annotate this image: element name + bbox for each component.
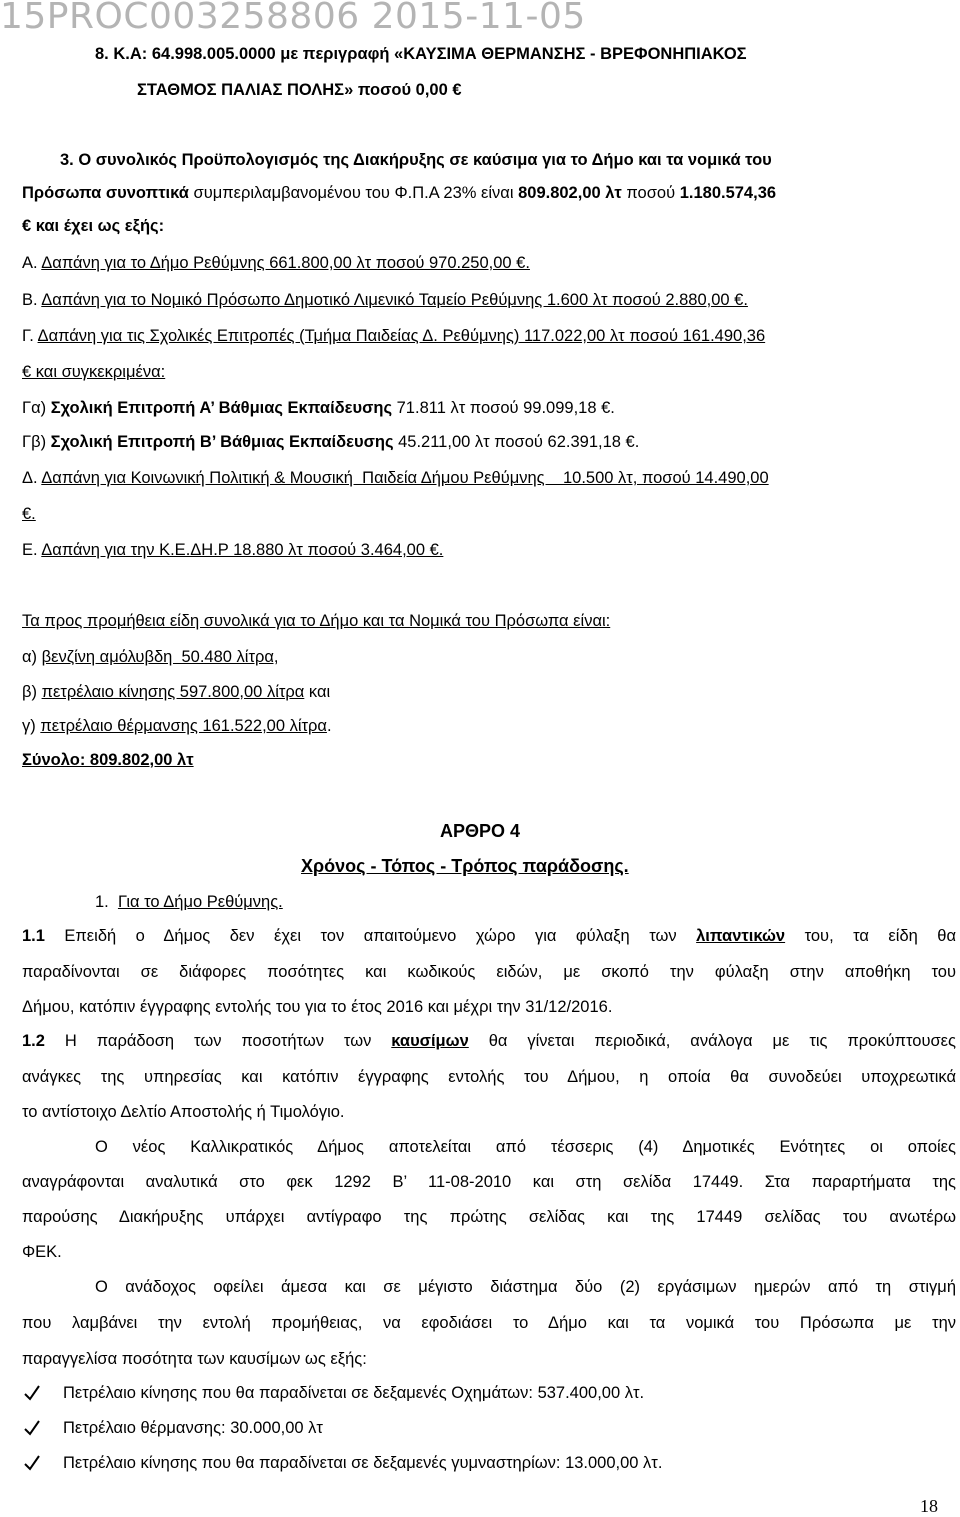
allocation-ca: [22, 398, 615, 418]
para-municipality-line2: αναγράφονται αναλυτικά στο φεκ 1292 Β’ 11-08-2010 και στη σελίδα 17449. Στα παραρτήματα της: [22, 1173, 956, 1191]
supply-total: Σύνολο: 809.802,00 λτ: [22, 751, 194, 769]
para-1-1-text-b: του, τα είδη θα: [785, 927, 957, 945]
para-contractor-line3: παραγγελίσα ποσότητα των καυσίμων ως εξής:: [22, 1350, 367, 1368]
allocation-d-text: Δαπάνη για Κοινωνική Πολιτική & Μουσική Παιδεία Δήμου Ρεθύμνης 10.500 λτ, ποσού 14.490,00: [41, 469, 769, 487]
supply-a-text: βενζίνη αμόλυβδη 50.480 λίτρα,: [41, 648, 279, 666]
para-1-2-text-a: Η παράδοση των ποσοτήτων των: [44, 1032, 392, 1050]
page-number: 18: [920, 1496, 938, 1516]
section-1-number: 1.: [95, 893, 118, 911]
item-3-title: 3. Ο συνολικός Προϋπολογισμός της Διακήρυξης σε καύσιμα για το Δήμο και τα νομικά του: [60, 151, 772, 169]
para-1-1-line2: παραδίνονται σε διάφορες ποσότητες και κωδικούς ειδών, με σκοπό την φύλαξη στην αποθήκη του: [22, 963, 956, 981]
para-municipality-line4: ΦΕΚ.: [22, 1243, 62, 1261]
supply-b-text: πετρέλαιο κίνησης 597.800,00 λίτρα: [41, 683, 305, 701]
allocation-d-continuation: €.: [22, 505, 36, 523]
para-1-1-line3: Δήμου, κατόπιν έγγραφης εντολής του για το έτος 2016 και μέχρι την 31/12/2016.: [22, 998, 613, 1016]
supply-c-suffix: .: [326, 717, 332, 735]
list-item-text: Πετρέλαιο κίνησης που θα παραδίνεται σε δεξαμενές Οχημάτων: 537.400,00 λτ.: [63, 1384, 645, 1402]
allocation-e: [22, 540, 443, 560]
article-subtitle: Χρόνος - Τόπος - Τρόπος παράδοσης.: [301, 856, 629, 876]
checkmark-icon: [22, 1383, 42, 1403]
allocation-cb-name: Σχολική Επιτροπή Β’ Βάθμιας Εκπαίδευσης: [50, 433, 394, 451]
supply-a-prefix: α): [22, 648, 42, 666]
allocation-b-text: Δαπάνη για το Νομικό Πρόσωπο Δημοτικό Λιμενικό Ταμείο Ρεθύμνης 1.600 λτ ποσού 2.880,00 €.: [41, 291, 748, 309]
allocation-ca-name: Σχολική Επιτροπή Α’ Βάθμιας Εκπαίδευσης: [50, 399, 393, 417]
supply-b-prefix: β): [22, 683, 42, 701]
supply-a: [22, 647, 278, 667]
allocation-cb-prefix: Γβ): [22, 433, 51, 451]
allocation-e-text: Δαπάνη για την Κ.Ε.ΔΗ.Ρ 18.880 λτ ποσού 3.464,00 €.: [41, 541, 444, 559]
para-municipality-line3: παρούσης Διακήρυξης υπάρχει αντίγραφο της πρώτης σελίδας και της 17449 σελίδας του ανωτέρω: [22, 1208, 956, 1226]
item-3-line2: [22, 183, 776, 203]
allocation-d: [22, 468, 769, 488]
supply-b-suffix: και: [304, 683, 331, 701]
allocation-ca-amount: 71.811 λτ ποσού 99.099,18 €.: [392, 399, 615, 417]
allocation-cb-amount: 45.211,00 λτ ποσού 62.391,18 €.: [393, 433, 640, 451]
para-1-1-text-a: Επειδή ο Δήμος δεν έχει τον απαιτούμενο χώρο για φύλαξη των: [44, 927, 697, 945]
para-municipality-line1: Ο νέος Καλλικρατικός Δήμος αποτελείται από τέσσερις (4) Δημοτικές Ενότητες οι οποίες: [95, 1138, 956, 1156]
allocation-d-prefix: Δ.: [22, 469, 42, 487]
article-title: ΑΡΘΡΟ 4: [440, 821, 521, 841]
para-1-2-line2: ανάγκες της υπηρεσίας και κατόπιν έγγραφης εντολής του Δήμου, η οποία θα συνοδεύει υποχρεωτικά: [22, 1068, 956, 1086]
allocation-b-prefix: Β.: [22, 291, 42, 309]
checkmark-icon: [22, 1418, 42, 1438]
allocation-c-prefix: Γ.: [22, 327, 38, 345]
supply-intro: Τα προς προμήθεια είδη συνολικά για το Δήμο και τα Νομικά του Πρόσωπα είναι:: [22, 612, 611, 630]
allocation-c-text: Δαπάνη για τις Σχολικές Επιτροπές (Τμήμα Παιδείας Δ. Ρεθύμνης) 117.022,00 λτ ποσού 161.490,36: [37, 327, 766, 345]
para-1-2-number: 1.2: [22, 1032, 45, 1050]
allocation-a-prefix: Α.: [22, 254, 42, 272]
document-watermark-id: 15PROC003258806 2015-11-05: [0, 0, 586, 37]
item-3-bold-a: Πρόσωπα συνοπτικά: [22, 184, 189, 202]
checkmark-icon: [22, 1453, 42, 1473]
supply-c-prefix: γ): [22, 717, 41, 735]
para-1-2-line1: [22, 1031, 956, 1051]
allocation-b: [22, 290, 748, 310]
supply-b: [22, 682, 330, 702]
item-3-total-liters: 809.802,00 λτ: [518, 184, 622, 202]
list-item-text: Πετρέλαιο θέρμανσης: 30.000,00 λτ: [63, 1419, 323, 1437]
allocation-e-prefix: Ε.: [22, 541, 42, 559]
supply-c: [22, 716, 332, 736]
list-item-text: Πετρέλαιο κίνησης που θα παραδίνεται σε δεξαμενές γυμναστηρίων: 13.000,00 λτ.: [63, 1454, 663, 1472]
allocation-a-text: Δαπάνη για το Δήμο Ρεθύμνης 661.800,00 λτ ποσού 970.250,00 €.: [41, 254, 530, 272]
para-contractor-line1: Ο ανάδοχος οφείλει άμεσα και σε μέγιστο διάστημα δύο (2) εργάσιμων ημερών από τη στιγμή: [95, 1278, 956, 1296]
para-contractor-line2: που λαμβάνει την εντολή προμήθειας, να εφοδιάσει το Δήμο και τα νομικά του Πρόσωπα με την: [22, 1314, 956, 1332]
para-1-2-fuels: καυσίμων: [391, 1032, 469, 1050]
para-1-2-line3: το αντίστοιχο Δελτίο Αποστολής ή Τιμολόγιο.: [22, 1103, 345, 1121]
para-1-1-number: 1.1: [22, 927, 45, 945]
item-3-total-amount: 1.180.574,36: [679, 184, 777, 202]
item-3-text-a: συμπεριλαμβανομένου του Φ.Π.Α 23% είναι: [188, 184, 519, 202]
item-8-line2: ΣΤΑΘΜΟΣ ΠΑΛΙΑΣ ΠΟΛΗΣ» ποσού 0,00 €: [137, 81, 462, 99]
item-3-line3: € και έχει ως εξής:: [22, 217, 165, 235]
section-1-title: Για το Δήμο Ρεθύμνης.: [117, 893, 283, 911]
item-8-line1: 8. Κ.Α: 64.998.005.0000 με περιγραφή «ΚΑΥΣΙΜΑ ΘΕΡΜΑΝΣΗΣ - ΒΡΕΦΟΝΗΠΙΑΚΟΣ: [95, 45, 747, 63]
allocation-c: [22, 326, 765, 346]
para-1-2-text-b: θα γίνεται περιοδικά, ανάλογα με τις προκύπτουσες: [468, 1032, 956, 1050]
allocation-ca-prefix: Γα): [22, 399, 51, 417]
allocation-a: [22, 253, 530, 273]
section-1-heading: [95, 892, 283, 912]
allocation-c-continuation: € και συγκεκριμένα:: [22, 363, 166, 381]
para-1-1-lubricants: λιπαντικών: [696, 927, 786, 945]
allocation-cb: [22, 432, 639, 452]
para-1-1-line1: [22, 926, 956, 946]
supply-c-text: πετρέλαιο θέρμανσης 161.522,00 λίτρα: [40, 717, 327, 735]
item-3-text-b: ποσού: [621, 184, 680, 202]
